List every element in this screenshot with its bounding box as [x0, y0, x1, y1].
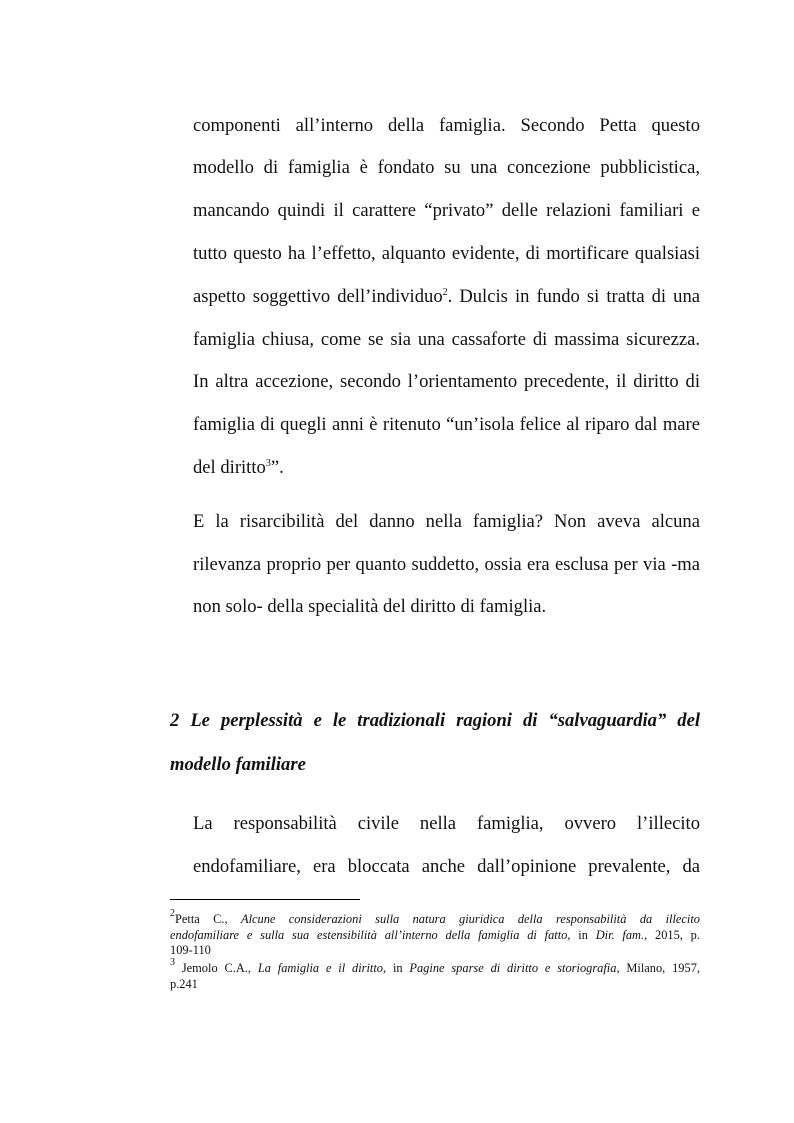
- footnote-separator: [170, 899, 360, 900]
- footnote-author: Petta C.,: [175, 912, 228, 926]
- paragraph-line: componenti all’interno della famiglia. Secondo Petta questo: [193, 115, 700, 136]
- footnote-line: [170, 957, 700, 977]
- paragraph-line: modello di famiglia è fondato su una concezione pubblicistica,: [193, 157, 700, 178]
- text-run: . Dulcis in fundo si tratta di una: [447, 286, 700, 307]
- text-run: ”.: [270, 457, 284, 478]
- footnote-line: 109-110: [170, 943, 211, 957]
- footnote-line: [170, 908, 700, 928]
- section-heading: 2 Le perplessità e le tradizionali ragioni di “salvaguardia” del: [170, 710, 700, 731]
- paragraph-line: mancando quindi il carattere “privato” delle relazioni familiari e: [193, 200, 700, 221]
- footnote-title: endofamiliare e sulla sua estensibilità all’interno della famiglia di fatto: [170, 927, 568, 942]
- footnote-text: in: [386, 961, 410, 975]
- footnote-book: Pagine sparse di diritto e storiografia: [409, 961, 617, 975]
- paragraph-line: rilevanza proprio per quanto suddetto, ossia era esclusa per via -ma: [193, 554, 700, 575]
- footnote-title: La famiglia e il diritto,: [257, 961, 387, 975]
- footnote-line: p.241: [170, 976, 198, 991]
- footnote-text: , Milano, 1957,: [616, 961, 700, 975]
- text-run: del diritto: [193, 457, 266, 478]
- paragraph-line: [193, 457, 284, 479]
- paragraph-line: tutto questo ha l’effetto, alquanto evidente, di mortificare qualsiasi: [193, 243, 700, 264]
- paragraph-line: La responsabilità civile nella famiglia, ovvero l’illecito: [193, 813, 700, 834]
- section-heading-cont: modello familiare: [170, 754, 306, 775]
- paragraph-line: In altra accezione, secondo l’orientamento precedente, il diritto di: [193, 371, 700, 392]
- footnote-3: [170, 957, 700, 992]
- footnote-text: , in: [567, 927, 596, 942]
- footnote-ref[interactable]: 2: [442, 287, 448, 298]
- paragraph-line: [193, 286, 700, 308]
- footnote-journal: Dir. fam.,: [595, 927, 648, 942]
- footnote-marker: 3: [170, 957, 175, 968]
- paragraph-line: endofamiliare, era bloccata anche dall’opinione prevalente, da: [193, 856, 700, 877]
- paragraph-line: famiglia chiusa, come se sia una cassaforte di massima sicurezza.: [193, 329, 700, 350]
- paragraph-line: famiglia di quegli anni è ritenuto “un’isola felice al riparo dal mare: [193, 414, 700, 435]
- footnote-title: Alcune considerazioni sulla natura giuridica della responsabilità da illecito: [241, 912, 700, 926]
- text-run: aspetto soggettivo dell’individuo: [193, 286, 443, 307]
- footnote-marker: 2: [170, 908, 175, 919]
- paragraph-line: non solo- della specialità del diritto di famiglia.: [193, 596, 547, 617]
- footnote-author: Jemolo C.A.,: [175, 961, 251, 975]
- footnote-line: [170, 928, 700, 944]
- paragraph-line: E la risarcibilità del danno nella famiglia? Non aveva alcuna: [193, 511, 700, 532]
- footnote-text: 2015, p.: [647, 927, 700, 942]
- footnote-2: [170, 908, 700, 959]
- footnote-ref[interactable]: 3: [265, 458, 271, 469]
